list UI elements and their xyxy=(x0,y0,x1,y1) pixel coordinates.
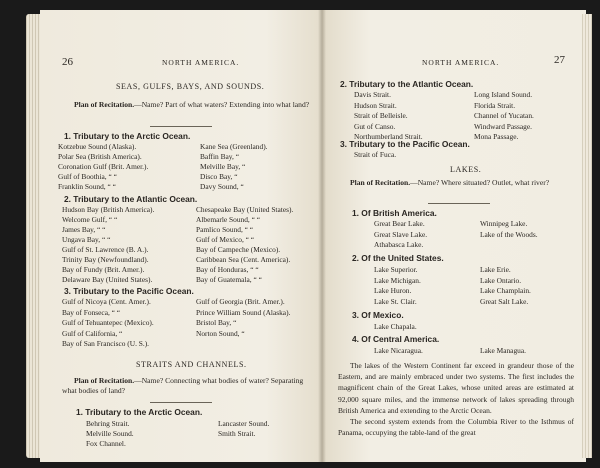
list-item: Disco Bay, “ xyxy=(200,172,238,181)
paragraph-lakes-2 xyxy=(338,416,574,438)
plan-text: —Name? Part of what waters? Extending into what land? xyxy=(134,100,310,109)
list-item: Northumberland Strait. xyxy=(354,132,423,141)
central-col1 xyxy=(374,346,423,355)
list-item: Kane Sea (Greenland). xyxy=(200,142,268,151)
list-item: Mona Passage. xyxy=(474,132,519,141)
list-item: Great Bear Lake. xyxy=(374,219,425,228)
british-col2 xyxy=(480,219,538,240)
heading-straits-pacific: 3. Tributary to the Pacific Ocean. xyxy=(340,139,470,149)
list-item: Strait of Fuca. xyxy=(354,150,397,159)
section-title-straits: STRAITS AND CHANNELS. xyxy=(136,360,247,369)
arctic-col1 xyxy=(58,142,148,192)
heading-straits-arctic: 1. Tributary to the Arctic Ocean. xyxy=(76,407,203,417)
list-item: Great Slave Lake. xyxy=(374,229,428,239)
us-col2 xyxy=(480,265,531,307)
list-item: Coronation Gulf (Brit. Amer.). xyxy=(58,162,149,171)
straits-atlantic-col2 xyxy=(474,90,534,143)
list-item: Florida Strait. xyxy=(474,100,516,110)
page-number-left: 26 xyxy=(62,56,73,68)
plan-label: Plan of Recitation. xyxy=(350,178,411,187)
running-head-left: NORTH AMERICA. xyxy=(162,58,240,67)
list-item: Lake Champlain. xyxy=(480,286,531,295)
mexico-col1 xyxy=(374,322,417,331)
list-item: Lake Chapala. xyxy=(374,322,417,331)
list-item: Bay of Fonseca, “ “ xyxy=(62,307,121,317)
list-item: Lake of the Woods. xyxy=(480,229,538,239)
list-item: Norton Sound, “ xyxy=(196,328,245,338)
list-item: Delaware Bay (United States). xyxy=(62,275,153,284)
list-item: Gulf of Georgia (Brit. Amer.). xyxy=(196,297,285,306)
list-item: Kotzebue Sound (Alaska). xyxy=(58,142,137,151)
list-item: Strait of Belleisle. xyxy=(354,111,408,120)
atlantic-col1 xyxy=(62,205,154,285)
list-item: Hudson Bay (British America). xyxy=(62,205,155,214)
plan-text: —Name? Connecting what bodies of water? Separating what bodies of land? xyxy=(62,376,304,395)
running-head-right: NORTH AMERICA. xyxy=(422,58,500,67)
list-item: Long Island Sound. xyxy=(474,90,533,99)
list-item: Gulf of Boothia, “ “ xyxy=(58,172,117,181)
list-item: Great Salt Lake. xyxy=(480,296,529,306)
left-page xyxy=(40,10,322,462)
us-col1 xyxy=(374,265,421,307)
plan-recitation-lakes xyxy=(338,178,576,188)
list-item: Bristol Bay, “ xyxy=(196,318,237,327)
plan-text: —Name? Where situated? Outlet, what river? xyxy=(410,178,550,187)
list-item: Polar Sea (British America). xyxy=(58,152,142,161)
atlantic-col2 xyxy=(196,205,293,285)
list-item: Lake St. Clair. xyxy=(374,296,417,306)
list-item: Prince William Sound (Alaska). xyxy=(196,307,291,317)
list-item: Gulf of Mexico, “ “ xyxy=(196,235,255,244)
pacific-col1 xyxy=(62,297,154,350)
plan-label: Plan of Recitation. xyxy=(74,376,135,385)
british-col1 xyxy=(374,219,427,251)
list-item: Gulf of Tehuantepec (Mexico). xyxy=(62,318,154,327)
list-item: Lancaster Sound. xyxy=(218,419,270,428)
list-item: Lake Michigan. xyxy=(374,275,421,285)
list-item: Smith Strait. xyxy=(218,429,256,438)
list-item: Hudson Strait. xyxy=(354,100,397,110)
plan-label: Plan of Recitation. xyxy=(74,100,135,109)
list-item: Lake Erie. xyxy=(480,265,511,274)
arctic-col2 xyxy=(200,142,268,192)
list-item: Behring Strait. xyxy=(86,419,130,428)
list-item: Franklin Sound, “ “ xyxy=(58,182,116,191)
heading-straits-atlantic: 2. Tributary to the Atlantic Ocean. xyxy=(340,79,474,89)
list-item: Channel of Yucatan. xyxy=(474,111,534,120)
list-item: Trinity Bay (Newfoundland). xyxy=(62,255,149,264)
paragraph-text: The lakes of the Western Continent far exceed in grandeur those of the Eastern, and are mainly embraced under two systems. The first includes the magnificent chain of the Great Lakes, whose united areas are estimated at 92,000 square miles, and the immense network of lakes spreading through British America and extending to the Arctic Ocean. xyxy=(338,361,574,415)
list-item: Gut of Canso. xyxy=(354,121,396,131)
list-item: Gulf of California, “ xyxy=(62,328,123,338)
heading-united-states: 2. Of the United States. xyxy=(352,253,444,263)
list-item: Gulf of St. Lawrence (B. A.). xyxy=(62,245,149,254)
list-item: Bay of Fundy (Brit. Amer.). xyxy=(62,265,145,274)
list-item: Bay of Honduras, “ “ xyxy=(196,265,259,274)
list-item: Winnipeg Lake. xyxy=(480,219,528,228)
list-item: Welcome Gulf, “ “ xyxy=(62,215,118,224)
list-item: James Bay, “ “ xyxy=(62,225,106,234)
open-book xyxy=(26,10,590,462)
divider-rule xyxy=(150,126,212,127)
list-item: Chesapeake Bay (United States). xyxy=(196,205,294,214)
list-item: Melville Sound. xyxy=(86,429,134,438)
list-item: Albemarle Sound, “ “ xyxy=(196,215,261,224)
list-item: Lake Ontario. xyxy=(480,275,522,285)
list-item: Davis Strait. xyxy=(354,90,391,99)
plan-recitation-seas xyxy=(62,100,310,110)
list-item: Ungava Bay, “ “ xyxy=(62,235,111,244)
pacific-col2 xyxy=(196,297,290,339)
straits-arctic-col2 xyxy=(218,419,269,439)
list-item: Pamlico Sound, “ “ xyxy=(196,225,254,234)
divider-rule xyxy=(150,402,212,403)
list-item: Bay of Campeche (Mexico). xyxy=(196,245,281,254)
list-item: Bay of Guatemala, “ “ xyxy=(196,275,262,284)
straits-atlantic-col1 xyxy=(354,90,423,143)
heading-mexico: 3. Of Mexico. xyxy=(352,310,404,320)
list-item: Bay of San Francisco (U. S.). xyxy=(62,339,150,348)
list-item: Baffin Bay, “ xyxy=(200,152,239,161)
heading-central-america: 4. Of Central America. xyxy=(352,334,440,344)
divider-rule xyxy=(428,203,490,204)
paragraph-text: The second system extends from the Columbia River to the Isthmus of Panama, occupying the table-land of the great xyxy=(338,417,574,438)
straits-pacific-col1 xyxy=(354,150,396,159)
list-item: Lake Nicaragua. xyxy=(374,346,423,355)
right-page-edges xyxy=(582,14,592,458)
list-item: Windward Passage. xyxy=(474,121,532,131)
paragraph-lakes-1 xyxy=(338,360,574,416)
list-item: Lake Huron. xyxy=(374,286,412,295)
list-item: Lake Superior. xyxy=(374,265,418,274)
list-item: Athabasca Lake. xyxy=(374,240,424,249)
heading-arctic: 1. Tributary to the Arctic Ocean. xyxy=(64,131,191,141)
list-item: Gulf of Nicoya (Cent. Amer.). xyxy=(62,297,151,306)
list-item: Melville Bay, “ xyxy=(200,162,246,171)
plan-recitation-straits xyxy=(62,376,310,396)
heading-british-america: 1. Of British America. xyxy=(352,208,437,218)
list-item: Caribbean Sea (Cent. America). xyxy=(196,255,291,264)
page-number-right: 27 xyxy=(554,54,565,66)
list-item: Fox Channel. xyxy=(86,439,126,448)
heading-atlantic: 2. Tributary to the Atlantic Ocean. xyxy=(64,194,198,204)
section-title-lakes: LAKES. xyxy=(450,165,482,174)
right-page xyxy=(322,10,586,462)
list-item: Davy Sound, “ xyxy=(200,182,244,191)
section-title-seas: SEAS, GULFS, BAYS, AND SOUNDS. xyxy=(116,82,265,91)
heading-pacific: 3. Tributary to the Pacific Ocean. xyxy=(64,286,194,296)
central-col2 xyxy=(480,346,526,355)
book-gutter xyxy=(318,10,326,462)
list-item: Lake Managua. xyxy=(480,346,526,355)
straits-arctic-col1 xyxy=(86,419,134,449)
